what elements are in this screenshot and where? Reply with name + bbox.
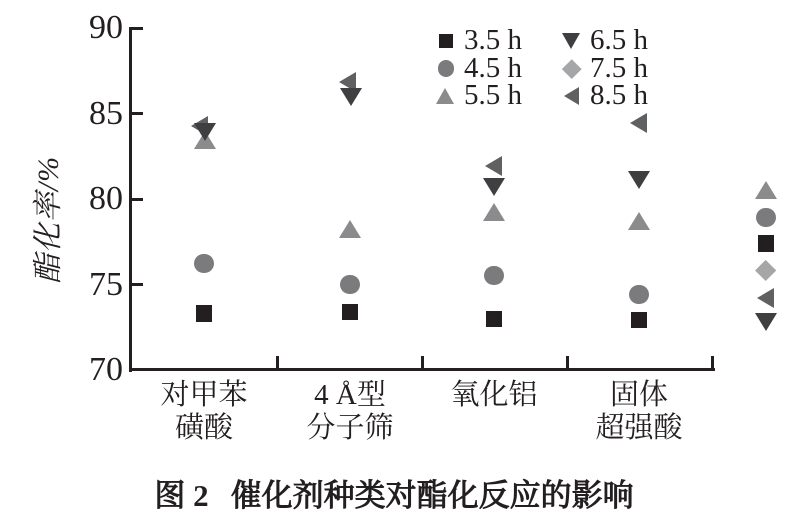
figure-number: 图 2 <box>154 478 209 513</box>
y-tick-label: 90 <box>89 9 123 46</box>
data-point-3.5h-cat4 <box>631 312 647 328</box>
legend-square-icon <box>439 34 453 48</box>
y-axis-tick <box>132 283 143 286</box>
x-axis-tick <box>566 356 569 368</box>
category-label-line: 磺酸 <box>174 412 233 444</box>
x-axis-tick <box>421 356 424 368</box>
data-point-3.5h-cat3 <box>486 311 502 327</box>
y-tick-label: 85 <box>89 94 123 132</box>
category-label-line: 对甲苯 <box>160 379 248 411</box>
data-point-6.5h-cat1 <box>194 123 216 141</box>
legend-item-label: 6.5 h <box>590 24 648 56</box>
y-axis-tick <box>132 27 143 30</box>
edge-marker-triangle-left <box>757 288 774 308</box>
data-point-4.5h-cat3 <box>484 266 503 285</box>
figure-caption <box>0 470 788 515</box>
data-point-4.5h-cat4 <box>629 285 648 304</box>
legend-triangle-up-icon <box>436 88 454 104</box>
edge-marker-circle <box>756 208 775 227</box>
category-label-4 <box>554 379 724 445</box>
data-point-5.5h-cat2 <box>339 220 361 238</box>
data-point-5.5h-cat4 <box>628 212 650 230</box>
data-point-4.5h-cat1 <box>194 254 213 273</box>
data-point-8.5h-cat4 <box>630 113 647 133</box>
legend-circle-icon <box>438 60 455 77</box>
legend-triangle-down-icon <box>562 33 580 49</box>
figure-title: 催化剂种类对酯化反应的影响 <box>230 478 634 513</box>
data-point-3.5h-cat1 <box>196 305 212 321</box>
legend-item-label: 5.5 h <box>464 79 522 111</box>
data-point-5.5h-cat3 <box>483 203 505 221</box>
category-label-line: 固体 <box>609 379 668 411</box>
legend-triangle-left-icon <box>564 87 579 105</box>
edge-marker-square <box>758 235 774 251</box>
category-label-1 <box>119 379 289 445</box>
x-axis-line <box>129 368 715 371</box>
data-point-6.5h-cat3 <box>483 178 505 196</box>
category-label-line: 4 Å型 <box>314 379 386 411</box>
edge-marker-diamond <box>755 260 777 282</box>
edge-marker-triangle-down <box>755 313 777 331</box>
y-tick-label: 80 <box>89 180 123 217</box>
y-tick-label: 70 <box>89 351 123 388</box>
legend-diamond-icon <box>562 59 581 78</box>
data-point-3.5h-cat2 <box>342 304 358 320</box>
edge-marker-triangle-up <box>755 181 777 199</box>
legend-item-label: 8.5 h <box>590 79 648 111</box>
y-axis-tick <box>132 198 143 201</box>
data-point-8.5h-cat3 <box>485 156 502 176</box>
legend-item-label: 3.5 h <box>464 24 522 56</box>
data-point-6.5h-cat2 <box>340 88 362 106</box>
y-axis-label: 酯化率/% <box>32 155 65 285</box>
legend-item-label: 4.5 h <box>464 51 522 84</box>
x-axis-tick <box>711 356 714 368</box>
data-point-4.5h-cat2 <box>340 275 359 294</box>
y-axis-tick <box>132 112 143 115</box>
x-axis-tick <box>276 356 279 368</box>
legend-item-label: 7.5 h <box>590 51 648 84</box>
data-point-6.5h-cat4 <box>628 171 650 189</box>
category-label-line: 分子筛 <box>306 412 394 444</box>
y-tick-label: 75 <box>89 265 123 303</box>
category-label-line: 超强酸 <box>595 412 683 444</box>
category-label-line: 氧化铝 <box>450 379 538 411</box>
